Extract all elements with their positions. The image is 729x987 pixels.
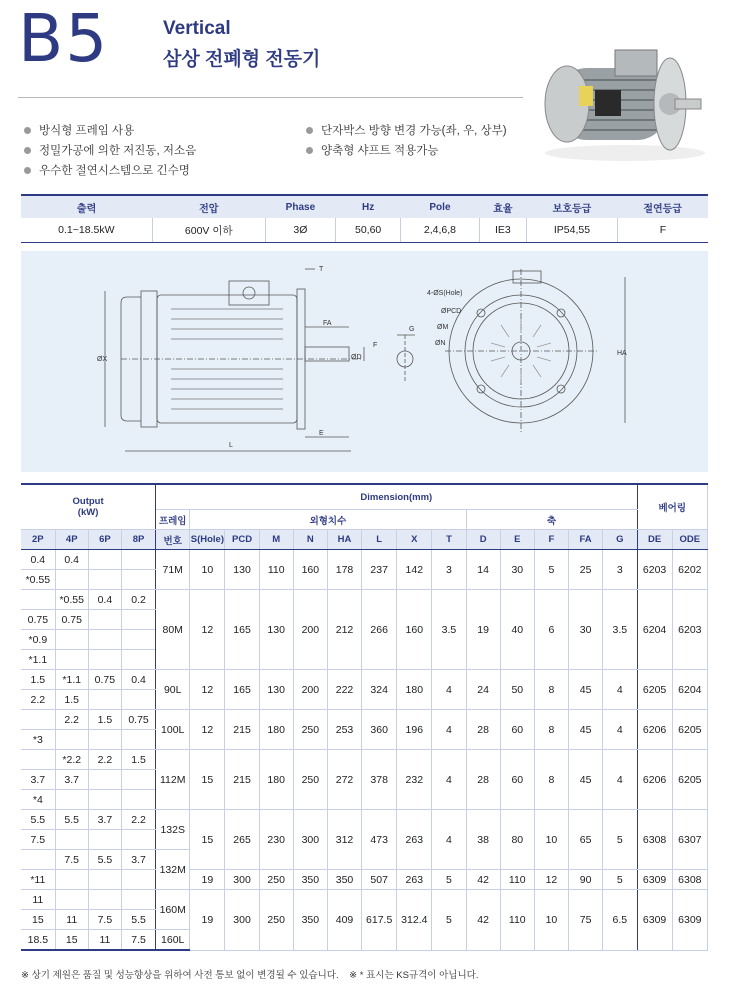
feature-item: 우수한 절연시스템으로 긴수명 [24, 162, 190, 178]
dimension-cell: 12 [190, 670, 225, 710]
dimension-cell: 378 [362, 750, 397, 810]
dimension-cell: 8 [534, 670, 568, 710]
outer-dim-header: 외형치수 [190, 510, 466, 530]
dimension-cell: 50 [500, 670, 534, 710]
output-cell [88, 730, 121, 750]
dimension-cell: 6202 [672, 550, 707, 590]
dimension-cell: 5 [603, 810, 637, 870]
dimension-cell: 6203 [672, 590, 707, 670]
output-cell: *0.55 [21, 570, 55, 590]
motor-photo [535, 28, 715, 163]
table-row [21, 870, 708, 890]
output-cell: *1.1 [21, 650, 55, 670]
output-cell [88, 650, 121, 670]
dimension-cell: 25 [569, 550, 603, 590]
table-row [21, 710, 708, 730]
dimension-cell: 6309 [637, 890, 672, 951]
column-header: E [500, 530, 534, 550]
dimension-cell: 180 [259, 750, 293, 810]
output-cell [55, 890, 88, 910]
output-cell [88, 770, 121, 790]
drawing-label-pcd: ØPCD [441, 308, 462, 315]
output-cell: 0.75 [21, 610, 55, 630]
dimension-cell: 360 [362, 710, 397, 750]
dimension-cell: 250 [259, 870, 293, 890]
dimension-cell: 130 [259, 670, 293, 710]
output-cell [21, 710, 55, 730]
output-cell: *11 [21, 870, 55, 890]
bullet-icon [306, 147, 313, 154]
dimension-cell: 14 [466, 550, 500, 590]
output-cell [88, 870, 121, 890]
spec-value: 0.1~18.5kW [21, 218, 152, 243]
output-cell: 11 [55, 910, 88, 930]
output-cell [55, 790, 88, 810]
output-cell [121, 790, 155, 810]
output-cell: 2.2 [88, 750, 121, 770]
dimension-cell: 4 [603, 750, 637, 810]
dimension-cell: 40 [500, 590, 534, 670]
dimension-cell: 28 [466, 710, 500, 750]
dimension-cell: 312.4 [397, 890, 432, 951]
dimension-cell: 196 [397, 710, 432, 750]
dimension-cell: 250 [259, 890, 293, 951]
column-header: S(Hole) [190, 530, 225, 550]
dimension-cell: 6204 [637, 590, 672, 670]
output-cell: 0.4 [88, 590, 121, 610]
dimension-cell: 215 [225, 750, 259, 810]
spec-value: 600V 이하 [152, 218, 265, 243]
drawing-label-d: ØD [351, 354, 362, 361]
output-cell [88, 570, 121, 590]
feature-item: 단자박스 방향 변경 가능(좌, 우, 상부) [306, 122, 507, 138]
output-cell: 1.5 [55, 690, 88, 710]
drawing-label-e: E [319, 430, 324, 437]
dimension-cell: 6 [534, 590, 568, 670]
output-cell [121, 770, 155, 790]
spec-header: Phase [265, 195, 335, 218]
dimension-cell: 300 [293, 810, 327, 870]
dimension-cell: 263 [397, 810, 432, 870]
dimension-cell: 6308 [672, 870, 707, 890]
output-cell [121, 630, 155, 650]
dimension-cell: 6204 [672, 670, 707, 710]
column-header: L [362, 530, 397, 550]
output-cell: 7.5 [121, 930, 155, 951]
column-header: PCD [225, 530, 259, 550]
output-cell: 11 [21, 890, 55, 910]
dimension-cell: 10 [534, 890, 568, 951]
output-cell: 5.5 [55, 810, 88, 830]
output-cell: 0.2 [121, 590, 155, 610]
dimension-cell: 60 [500, 710, 534, 750]
output-cell [55, 650, 88, 670]
dimension-cell: 6309 [672, 890, 707, 951]
dimension-cell: 272 [327, 750, 361, 810]
output-cell: *2.2 [55, 750, 88, 770]
bullet-icon [24, 127, 31, 134]
output-cell: 11 [88, 930, 121, 951]
spec-header-row [21, 195, 708, 218]
output-cell [88, 690, 121, 710]
bullet-icon [24, 167, 31, 174]
feature-item: 양축형 샤프트 적용가능 [306, 142, 438, 158]
frame-cell: 132M [156, 850, 190, 890]
dimension-cell: 6.5 [603, 890, 637, 951]
drawing-label-fa: FA [323, 320, 332, 327]
spec-value: 2,4,6,8 [401, 218, 479, 243]
drawing-label-ha: HA [617, 350, 627, 357]
dimension-cell: 5 [603, 870, 637, 890]
drawing-label-n: ØN [435, 340, 446, 347]
frame-cell: 112M [156, 750, 190, 810]
output-cell: *0.55 [55, 590, 88, 610]
output-cell: *1.1 [55, 670, 88, 690]
dimension-cell: 10 [190, 550, 225, 590]
dimension-cell: 6309 [637, 870, 672, 890]
frame-cell: 90L [156, 670, 190, 710]
technical-drawing [21, 251, 708, 472]
output-cell: *3 [21, 730, 55, 750]
column-header: HA [327, 530, 361, 550]
table-row [21, 670, 708, 690]
output-cell: 1.5 [21, 670, 55, 690]
column-header: 2P [21, 530, 55, 550]
output-cell: *0.9 [21, 630, 55, 650]
output-cell [121, 730, 155, 750]
dimension-cell: 8 [534, 750, 568, 810]
frame-cell: 100L [156, 710, 190, 750]
dimension-cell: 110 [259, 550, 293, 590]
output-cell: 0.75 [55, 610, 88, 630]
dimension-cell: 263 [397, 870, 432, 890]
spec-value: F [617, 218, 708, 243]
dimension-cell: 617.5 [362, 890, 397, 951]
output-cell [55, 630, 88, 650]
dimension-cell: 80 [500, 810, 534, 870]
dimension-cell: 165 [225, 590, 259, 670]
output-cell: 3.7 [55, 770, 88, 790]
column-header: F [534, 530, 568, 550]
dimension-cell: 3 [432, 550, 466, 590]
column-header: DE [637, 530, 672, 550]
output-cell [121, 830, 155, 850]
drawing-label-m: ØM [437, 324, 449, 331]
output-cell: 7.5 [55, 850, 88, 870]
dimension-cell: 130 [225, 550, 259, 590]
dimension-cell: 250 [293, 750, 327, 810]
dimension-cell: 24 [466, 670, 500, 710]
dimension-cell: 253 [327, 710, 361, 750]
dimension-cell: 6206 [637, 710, 672, 750]
dimension-cell: 178 [327, 550, 361, 590]
dimension-cell: 160 [293, 550, 327, 590]
spec-value: IE3 [479, 218, 527, 243]
frame-cell: 132S [156, 810, 190, 850]
dimension-cell: 507 [362, 870, 397, 890]
output-cell [21, 750, 55, 770]
spec-header: 전압 [152, 195, 265, 218]
dimension-cell: 222 [327, 670, 361, 710]
output-cell [88, 830, 121, 850]
frame-cell: 80M [156, 590, 190, 670]
dimension-cell: 324 [362, 670, 397, 710]
frame-cell: 71M [156, 550, 190, 590]
dimension-cell: 45 [569, 710, 603, 750]
spec-header: 절연등급 [617, 195, 708, 218]
dimension-cell: 6307 [672, 810, 707, 870]
dimension-cell: 5 [432, 870, 466, 890]
drawing-label-t: T [319, 266, 324, 273]
output-cell: 7.5 [21, 830, 55, 850]
output-cell [55, 830, 88, 850]
spec-header: Pole [401, 195, 479, 218]
output-cell [121, 610, 155, 630]
dimension-cell: 200 [293, 590, 327, 670]
dimension-cell: 250 [293, 710, 327, 750]
dimension-cell: 19 [190, 870, 225, 890]
column-header: X [397, 530, 432, 550]
drawing-label-f: F [373, 342, 378, 349]
output-cell [55, 570, 88, 590]
dimension-cell: 10 [534, 810, 568, 870]
dimension-cell: 15 [190, 810, 225, 870]
dimension-cell: 212 [327, 590, 361, 670]
dimension-cell: 6206 [637, 750, 672, 810]
dimension-cell: 75 [569, 890, 603, 951]
output-cell: 1.5 [121, 750, 155, 770]
dimension-cell: 28 [466, 750, 500, 810]
dimension-cell: 4 [603, 670, 637, 710]
title-korean: 삼상 전폐형 전동기 [163, 49, 321, 70]
dimension-cell: 5 [432, 890, 466, 951]
dimension-cell: 473 [362, 810, 397, 870]
column-header: ODE [672, 530, 707, 550]
output-cell [121, 570, 155, 590]
output-cell: 3.7 [121, 850, 155, 870]
shaft-header: 축 [466, 510, 637, 530]
dimension-cell: 266 [362, 590, 397, 670]
column-header: 6P [88, 530, 121, 550]
output-cell: 1.5 [88, 710, 121, 730]
output-cell [88, 630, 121, 650]
output-header: Output (kW) [21, 484, 156, 530]
dimension-cell: 300 [225, 890, 259, 951]
table-row [21, 810, 708, 830]
column-header: T [432, 530, 466, 550]
dimension-cell: 3.5 [432, 590, 466, 670]
output-cell [121, 690, 155, 710]
dimension-cell: 230 [259, 810, 293, 870]
dimension-cell: 3.5 [603, 590, 637, 670]
dimension-cell: 4 [432, 810, 466, 870]
dimension-cell: 237 [362, 550, 397, 590]
dimension-cell: 5 [534, 550, 568, 590]
output-cell: 5.5 [88, 850, 121, 870]
dimension-cell: 4 [432, 670, 466, 710]
dimension-cell: 45 [569, 750, 603, 810]
spec-value-row [21, 218, 708, 243]
dimension-cell: 3 [603, 550, 637, 590]
bearing-header: 베어링 [637, 484, 708, 530]
output-cell [21, 590, 55, 610]
dimension-cell: 4 [432, 710, 466, 750]
column-header: M [259, 530, 293, 550]
output-cell: 0.4 [55, 550, 88, 570]
output-cell [21, 850, 55, 870]
dimension-cell: 110 [500, 890, 534, 951]
output-cell: 0.4 [121, 670, 155, 690]
output-cell [88, 610, 121, 630]
column-header: G [603, 530, 637, 550]
column-header-row [21, 530, 708, 550]
output-cell: *4 [21, 790, 55, 810]
column-header: D [466, 530, 500, 550]
dimension-cell: 409 [327, 890, 361, 951]
output-cell: 18.5 [21, 930, 55, 951]
spec-header: 보호등급 [527, 195, 618, 218]
output-cell [121, 870, 155, 890]
output-cell [55, 730, 88, 750]
frame-cell: 160L [156, 930, 190, 951]
table-row [21, 590, 708, 610]
column-header: N [293, 530, 327, 550]
dimension-cell: 160 [397, 590, 432, 670]
model-code: B5 [18, 0, 110, 77]
spec-table [21, 194, 708, 243]
spec-header: 효율 [479, 195, 527, 218]
frame-header: 프레임 [156, 510, 190, 530]
dimension-cell: 65 [569, 810, 603, 870]
dimension-header: Dimension(mm) [156, 484, 637, 510]
dimension-cell: 6205 [672, 710, 707, 750]
dimension-cell: 6203 [637, 550, 672, 590]
column-header: FA [569, 530, 603, 550]
dimension-cell: 12 [534, 870, 568, 890]
output-cell: 15 [55, 930, 88, 951]
spec-header: 출력 [21, 195, 152, 218]
output-cell: 15 [21, 910, 55, 930]
dimension-cell: 30 [569, 590, 603, 670]
drawing-label-hole: 4-ØS(Hole) [427, 290, 463, 297]
footnote-2: ※ * 표시는 KS규격이 아닙니다. [349, 970, 479, 981]
dimension-cell: 8 [534, 710, 568, 750]
output-cell: 0.75 [88, 670, 121, 690]
dimension-cell: 38 [466, 810, 500, 870]
feature-item: 정밀가공에 의한 저진동, 저소음 [24, 142, 196, 158]
dimension-cell: 30 [500, 550, 534, 590]
drawing-label-x: ØX [97, 356, 108, 363]
spec-value: IP54,55 [527, 218, 618, 243]
dimension-cell: 12 [190, 590, 225, 670]
spec-header: Hz [336, 195, 401, 218]
output-cell [88, 890, 121, 910]
output-cell [121, 890, 155, 910]
dimension-cell: 165 [225, 670, 259, 710]
dimension-cell: 6205 [672, 750, 707, 810]
dimension-cell: 180 [259, 710, 293, 750]
dimension-cell: 232 [397, 750, 432, 810]
output-cell: 3.7 [21, 770, 55, 790]
output-cell [88, 790, 121, 810]
dimension-cell: 110 [500, 870, 534, 890]
dimension-cell: 19 [466, 590, 500, 670]
table-row [21, 550, 708, 570]
column-header: 번호 [156, 530, 190, 550]
output-cell: 5.5 [21, 810, 55, 830]
output-cell: 2.2 [55, 710, 88, 730]
output-cell [121, 550, 155, 570]
dimension-cell: 6205 [637, 670, 672, 710]
output-cell [121, 650, 155, 670]
frame-cell: 160M [156, 890, 190, 930]
dimension-cell: 215 [225, 710, 259, 750]
dimension-cell: 4 [603, 710, 637, 750]
bullet-icon [306, 127, 313, 134]
bullet-icon [24, 147, 31, 154]
feature-item: 방식형 프레임 사용 [24, 122, 134, 138]
output-cell: 2.2 [21, 690, 55, 710]
dimension-cell: 6308 [637, 810, 672, 870]
output-cell [88, 550, 121, 570]
dimension-cell: 350 [293, 890, 327, 951]
column-header: 8P [121, 530, 155, 550]
table-row [21, 890, 708, 910]
output-cell: 7.5 [88, 910, 121, 930]
dimension-cell: 350 [293, 870, 327, 890]
dimension-cell: 45 [569, 670, 603, 710]
title-english: Vertical [163, 18, 231, 39]
dimension-cell: 142 [397, 550, 432, 590]
column-header: 4P [55, 530, 88, 550]
dimension-table [21, 483, 708, 951]
dimension-cell: 60 [500, 750, 534, 810]
output-cell: 0.75 [121, 710, 155, 730]
title-divider [18, 97, 523, 98]
footnote [21, 967, 478, 981]
dimension-cell: 130 [259, 590, 293, 670]
output-cell: 2.2 [121, 810, 155, 830]
dimension-cell: 19 [190, 890, 225, 951]
dimension-cell: 42 [466, 890, 500, 951]
dimension-cell: 42 [466, 870, 500, 890]
dimension-cell: 15 [190, 750, 225, 810]
dimension-cell: 200 [293, 670, 327, 710]
dimension-cell: 300 [225, 870, 259, 890]
dimension-cell: 312 [327, 810, 361, 870]
footnote-1: ※ 상기 제원은 품질 및 성능향상을 위하여 사전 통보 없이 변경될 수 있습니다. [21, 970, 339, 981]
drawing-label-g: G [409, 326, 415, 333]
output-cell: 5.5 [121, 910, 155, 930]
output-cell: 3.7 [88, 810, 121, 830]
dimension-cell: 4 [432, 750, 466, 810]
drawing-label-l: L [229, 442, 233, 449]
output-cell [55, 870, 88, 890]
dimension-cell: 12 [190, 710, 225, 750]
output-cell: 0.4 [21, 550, 55, 570]
table-row [21, 750, 708, 770]
dimension-cell: 180 [397, 670, 432, 710]
dimension-cell: 350 [327, 870, 361, 890]
spec-value: 50,60 [336, 218, 401, 243]
dimension-cell: 265 [225, 810, 259, 870]
spec-value: 3Ø [265, 218, 335, 243]
dimension-cell: 90 [569, 870, 603, 890]
